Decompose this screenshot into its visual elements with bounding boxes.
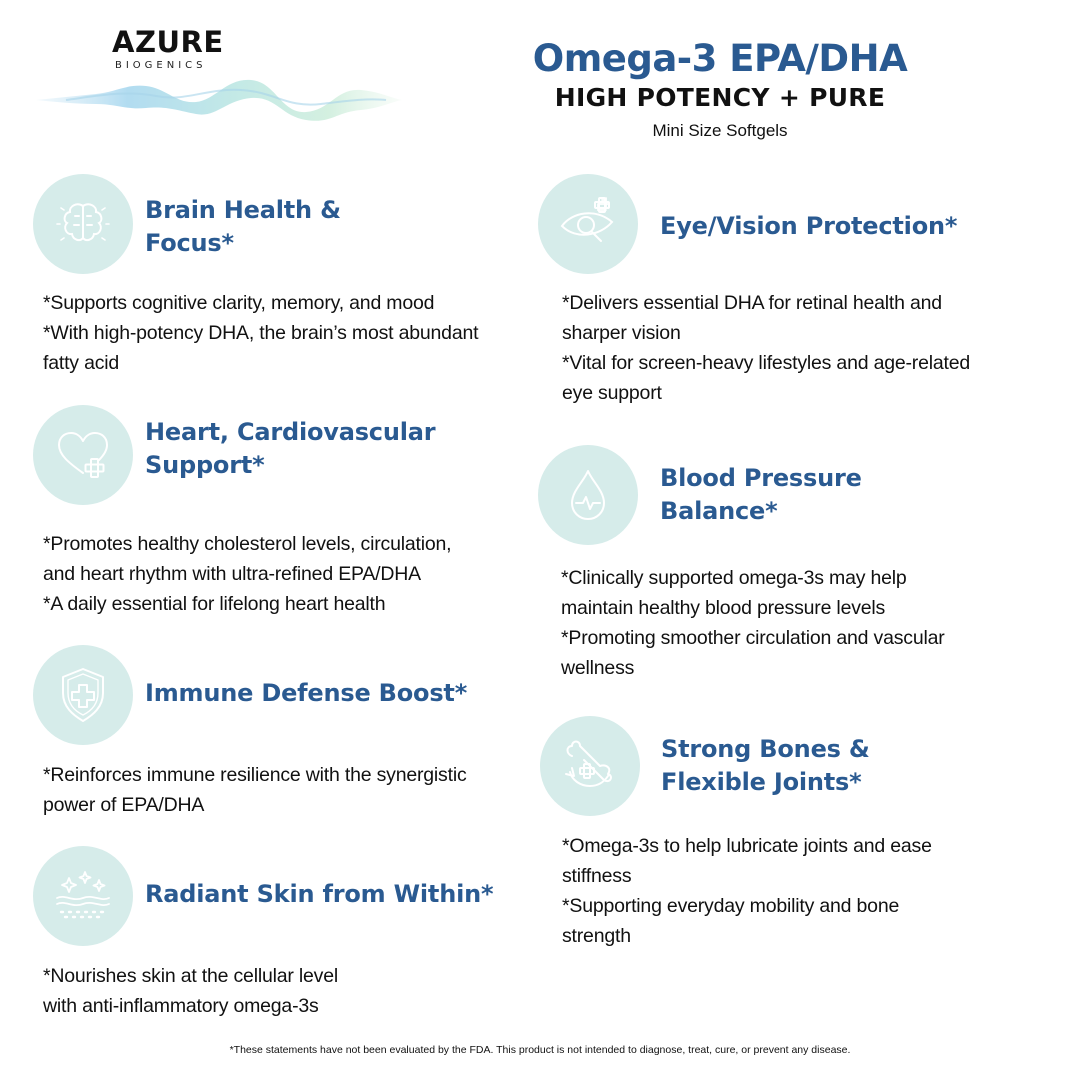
bones-line: *Supporting everyday mobility and bone: [562, 895, 900, 917]
heart-line: *Promotes healthy cholesterol levels, circulation,: [43, 533, 452, 555]
blood-line: maintain healthy blood pressure levels: [561, 597, 886, 619]
blood-drop-icon: [538, 445, 638, 545]
bones-title: [661, 733, 870, 799]
wave-graphic: [36, 74, 402, 126]
immune-title-line-1: Immune Defense Boost*: [145, 679, 468, 707]
eye-icon: [538, 174, 638, 274]
brain-title: [145, 194, 341, 260]
eye-line: *Delivers essential DHA for retinal health and: [562, 292, 942, 314]
brain-line: *With high-potency DHA, the brain’s most abundant: [43, 322, 479, 344]
eye-title-line-1: Eye/Vision Protection*: [660, 212, 958, 240]
brain-icon: [33, 174, 133, 274]
heart-line: *A daily essential for lifelong heart health: [43, 593, 386, 615]
brain-description: [43, 288, 513, 378]
bones-title-line-2: Flexible Joints*: [661, 768, 862, 796]
product-subtitle: HIGH POTENCY + PURE: [554, 83, 886, 112]
heart-title-line-2: Support*: [145, 451, 265, 479]
skin-line: *Nourishes skin at the cellular level: [43, 965, 338, 987]
eye-line: *Vital for screen-heavy lifestyles and age-related: [562, 352, 971, 374]
heart-line: and heart rhythm with ultra-refined EPA/DHA: [43, 563, 421, 585]
heart-description: [43, 529, 513, 619]
product-title: Omega-3 EPA/DHA: [532, 37, 908, 80]
skin-line: with anti-inflammatory omega-3s: [43, 995, 319, 1017]
immune-line: *Reinforces immune resilience with the synergistic: [43, 764, 467, 786]
bones-line: *Omega-3s to help lubricate joints and ease: [562, 835, 932, 857]
immune-description: [43, 760, 523, 820]
immune-line: power of EPA/DHA: [43, 794, 205, 816]
product-note: Mini Size Softgels: [652, 121, 788, 140]
eye-description: [562, 288, 1022, 408]
brain-title-line-2: Focus*: [145, 229, 234, 257]
brain-title-line-1: Brain Health &: [145, 196, 341, 224]
bones-line: stiffness: [562, 865, 632, 887]
heart-title: [145, 416, 435, 482]
heart-title-line-1: Heart, Cardiovascular: [145, 418, 436, 446]
blood-line: *Clinically supported omega-3s may help: [561, 567, 907, 589]
blood-title-line-1: Blood Pressure: [660, 464, 862, 492]
skin-title-line-1: Radiant Skin from Within*: [145, 880, 494, 908]
shield-cross-icon: [33, 645, 133, 745]
heart-plus-icon: [33, 405, 133, 505]
bones-line: strength: [562, 925, 631, 947]
blood-title: [660, 462, 862, 528]
skin-sparkle-icon: [33, 846, 133, 946]
bones-description: [562, 831, 1022, 951]
brain-line: *Supports cognitive clarity, memory, and mood: [43, 292, 435, 314]
skin-description: [43, 961, 513, 1021]
skin-title: [145, 878, 493, 911]
eye-line: sharper vision: [562, 322, 681, 344]
bone-icon: [540, 716, 640, 816]
blood-title-line-2: Balance*: [660, 497, 778, 525]
blood-line: wellness: [561, 657, 635, 679]
hero-heading: [520, 38, 920, 142]
eye-line: eye support: [562, 382, 662, 404]
blood-line: *Promoting smoother circulation and vascular: [561, 627, 945, 649]
brand-subtitle: BIOGENICS: [115, 60, 207, 71]
eye-title: [660, 210, 957, 243]
immune-title: [145, 677, 467, 710]
blood-description: [561, 563, 1021, 683]
brand-name: AZURE: [112, 25, 224, 59]
brand-logo: [112, 26, 242, 71]
brain-line: fatty acid: [43, 352, 120, 374]
fda-disclaimer: *These statements have not been evaluated by the FDA. This product is not intended to diagnose, treat, cure, or prevent any disease.: [229, 1044, 851, 1056]
bones-title-line-1: Strong Bones &: [661, 735, 870, 763]
